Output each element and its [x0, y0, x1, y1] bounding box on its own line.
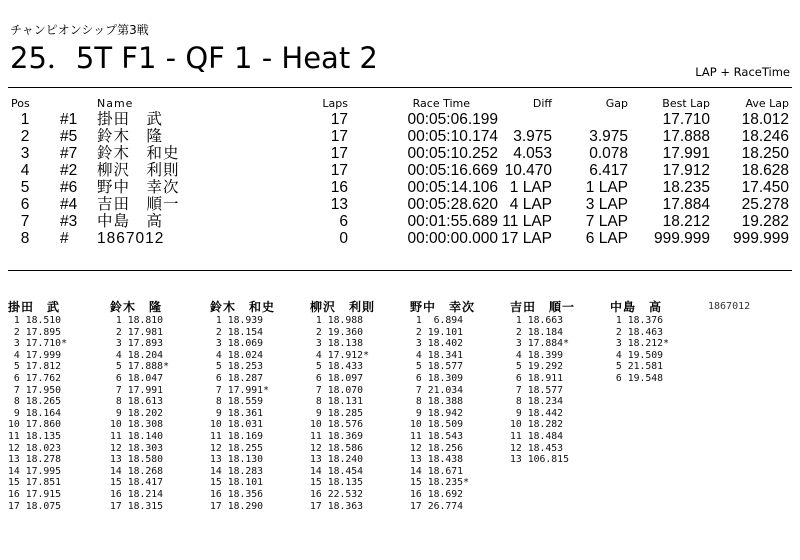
result-laps: 6 — [339, 213, 348, 230]
lap-time-entry: 2 19.360 — [310, 326, 364, 338]
lap-time-entry: 7 18.070 — [310, 384, 364, 396]
result-row — [0, 196, 800, 213]
result-gap: 6 LAP — [585, 230, 628, 247]
lap-column — [708, 299, 750, 315]
col-race-time: Race Time — [412, 97, 470, 110]
result-best-lap: 18.235 — [662, 179, 710, 196]
lap-time-entry: 4 17.999 — [8, 349, 62, 361]
lap-time-entry: 6 18.309 — [410, 372, 464, 384]
lap-time-entry: 16 18.356 — [210, 488, 264, 500]
lap-time-entry: 17 18.290 — [210, 500, 264, 512]
result-gap: 7 LAP — [585, 213, 628, 230]
lap-time-entry: 1 18.510 — [8, 315, 62, 326]
lap-time-entry: 12 18.023 — [8, 442, 62, 454]
result-car-number: #7 — [60, 145, 78, 162]
lap-time-entry: 5 17.888* — [110, 361, 169, 373]
lap-time-entry: 8 18.265 — [8, 396, 62, 408]
result-laps: 17 — [330, 145, 348, 162]
lap-time-entry: 9 18.442 — [510, 407, 564, 419]
lap-time-entry: 12 18.255 — [210, 442, 264, 454]
result-driver-name: 中島 高 — [97, 213, 164, 230]
lap-time-entry: 11 18.140 — [110, 430, 164, 442]
result-ave-lap: 999.999 — [732, 230, 789, 247]
lap-time-entry: 5 18.253 — [210, 361, 264, 373]
col-laps: Laps — [322, 97, 348, 110]
lap-time-entry: 4 18.204 — [110, 349, 164, 361]
lap-time-entry: 10 18.282 — [510, 419, 564, 431]
lap-time-entry: 5 18.433 — [310, 361, 364, 373]
lap-time-entry: 2 18.463 — [610, 326, 664, 338]
result-gap: 6.417 — [589, 162, 628, 179]
result-diff: 1 LAP — [509, 179, 552, 196]
lap-time-entry: 9 18.202 — [110, 407, 164, 419]
result-ave-lap: 18.012 — [741, 111, 789, 128]
top-divider — [8, 87, 792, 88]
lap-column — [8, 299, 67, 512]
lap-time-entry: 10 18.576 — [310, 419, 364, 431]
result-race-time: 00:05:10.252 — [407, 145, 498, 162]
result-car-number: #4 — [60, 196, 78, 213]
lap-time-entry: 15 18.235* — [410, 477, 469, 489]
result-ave-lap: 18.628 — [741, 162, 789, 179]
lap-time-entry: 2 18.184 — [510, 326, 564, 338]
result-best-lap: 17.888 — [662, 128, 710, 145]
result-diff: 3.975 — [513, 128, 552, 145]
col-pos: Pos — [11, 97, 30, 110]
result-driver-name: 鈴木 和史 — [97, 145, 180, 162]
lap-column — [610, 299, 669, 385]
result-gap: 0.078 — [589, 145, 628, 162]
lap-time-entry: 11 18.484 — [510, 430, 564, 442]
lap-time-entry: 3 18.402 — [410, 338, 464, 350]
col-gap: Gap — [605, 97, 628, 110]
result-row — [0, 179, 800, 196]
mode-label: LAP + RaceTime — [695, 65, 790, 79]
result-gap: 3 LAP — [585, 196, 628, 213]
lap-time-entry: 15 18.101 — [210, 477, 264, 489]
result-driver-name: 掛田 武 — [97, 111, 164, 128]
lap-time-entry: 2 17.981 — [110, 326, 164, 338]
lap-time-entry: 10 17.860 — [8, 419, 62, 431]
result-row — [0, 162, 800, 179]
result-driver-name: 野中 幸次 — [97, 179, 180, 196]
lap-time-entry: 4 18.024 — [210, 349, 264, 361]
lap-column — [210, 299, 275, 512]
lap-time-entry: 3 18.212* — [610, 338, 669, 350]
event-subtitle: チャンピオンシップ第3戦 — [10, 23, 149, 37]
lap-column — [310, 299, 375, 512]
lap-time-entry: 11 18.135 — [8, 430, 62, 442]
lap-time-entry: 13 18.580 — [110, 454, 164, 466]
result-best-lap: 18.212 — [662, 213, 710, 230]
lap-time-entry: 8 18.613 — [110, 396, 164, 408]
lap-time-entry: 14 18.283 — [210, 465, 264, 477]
race-title: 25．5T F1 - QF 1 - Heat 2 — [10, 41, 378, 75]
lap-time-entry: 12 18.303 — [110, 442, 164, 454]
lap-time-entry: 15 18.135 — [310, 477, 364, 489]
result-car-number: #3 — [60, 213, 78, 230]
lap-time-entry: 17 26.774 — [410, 500, 464, 512]
lap-time-entry: 8 18.559 — [210, 396, 264, 408]
lap-time-entry: 16 18.692 — [410, 488, 464, 500]
result-best-lap: 17.710 — [662, 111, 710, 128]
lap-time-entry: 5 18.577 — [410, 361, 464, 373]
result-pos: 1 — [20, 111, 30, 128]
result-diff: 11 LAP — [502, 213, 552, 230]
lap-time-entry: 2 18.154 — [210, 326, 264, 338]
lap-time-entry: 15 17.851 — [8, 477, 62, 489]
lap-time-entry: 10 18.031 — [210, 419, 264, 431]
result-driver-name: 吉田 順一 — [97, 196, 180, 213]
lap-time-entry: 14 18.671 — [410, 465, 464, 477]
lap-column-driver: 鈴木 和史 — [210, 300, 276, 314]
lap-time-entry: 3 17.884* — [510, 338, 569, 350]
lap-column-driver: 中島 高 — [610, 300, 663, 314]
lap-time-entry: 10 18.308 — [110, 419, 164, 431]
result-pos: 8 — [20, 230, 30, 247]
lap-time-entry: 11 18.169 — [210, 430, 264, 442]
lap-time-entry: 2 19.101 — [410, 326, 464, 338]
result-laps: 13 — [330, 196, 348, 213]
result-car-number: #1 — [60, 111, 78, 128]
result-driver-name: 柳沢 利則 — [97, 162, 180, 179]
lap-time-entry: 7 17.991 — [110, 384, 164, 396]
results-table — [0, 96, 800, 247]
result-pos: 5 — [20, 179, 30, 196]
lap-time-entry: 7 18.577 — [510, 384, 564, 396]
lap-time-entry: 3 17.710* — [8, 338, 67, 350]
result-row — [0, 145, 800, 162]
result-race-time: 00:01:55.689 — [407, 213, 498, 230]
lap-column-driver: 柳沢 利則 — [310, 300, 376, 314]
lap-time-entry: 3 18.138 — [310, 338, 364, 350]
lap-time-entry: 6 18.287 — [210, 372, 264, 384]
col-ave-lap: Ave Lap — [745, 97, 789, 110]
result-best-lap: 999.999 — [653, 230, 710, 247]
result-ave-lap: 18.246 — [741, 128, 789, 145]
lap-time-entry: 6 18.911 — [510, 372, 564, 384]
lap-time-entry: 9 18.942 — [410, 407, 464, 419]
result-gap: 3.975 — [589, 128, 628, 145]
lap-column — [510, 299, 575, 466]
results-header — [0, 96, 800, 111]
lap-time-entry: 17 18.315 — [110, 500, 164, 512]
lap-time-entry: 14 18.268 — [110, 465, 164, 477]
lap-time-entry: 9 18.285 — [310, 407, 364, 419]
lap-time-entry: 11 18.369 — [310, 430, 364, 442]
lap-time-entry: 6 18.097 — [310, 372, 364, 384]
col-diff: Diff — [532, 97, 552, 110]
result-race-time: 00:05:06.199 — [407, 111, 498, 128]
result-pos: 3 — [20, 145, 30, 162]
lap-time-entry: 14 17.995 — [8, 465, 62, 477]
lap-time-entry: 5 17.812 — [8, 361, 62, 373]
lap-column-driver: 掛田 武 — [8, 300, 61, 314]
result-row — [0, 213, 800, 230]
lap-time-entry: 12 18.586 — [310, 442, 364, 454]
lap-time-entry: 3 17.893 — [110, 338, 164, 350]
result-laps: 16 — [330, 179, 348, 196]
result-pos: 6 — [20, 196, 30, 213]
lap-time-entry: 16 17.915 — [8, 488, 62, 500]
lap-time-entry: 9 18.361 — [210, 407, 264, 419]
result-row — [0, 230, 800, 247]
lap-time-entry: 4 18.341 — [410, 349, 464, 361]
result-laps: 0 — [339, 230, 348, 247]
result-race-time: 00:00:00.000 — [407, 230, 498, 247]
lap-time-entry: 2 17.895 — [8, 326, 62, 338]
lap-time-entry: 10 18.509 — [410, 419, 464, 431]
lap-time-entry: 12 18.453 — [510, 442, 564, 454]
lap-column — [110, 299, 169, 512]
result-race-time: 00:05:28.620 — [407, 196, 498, 213]
col-name: Name — [97, 97, 134, 110]
lap-time-entry: 7 17.991* — [210, 384, 269, 396]
lap-time-entry: 1 18.663 — [510, 315, 564, 326]
result-diff: 17 LAP — [501, 230, 552, 247]
result-diff: 4.053 — [513, 145, 552, 162]
lap-column — [410, 299, 475, 512]
lap-time-entry: 5 19.292 — [510, 361, 564, 373]
result-diff: 10.470 — [504, 162, 552, 179]
result-car-number: #5 — [60, 128, 78, 145]
result-ave-lap: 19.282 — [741, 213, 789, 230]
lap-time-entry: 13 18.130 — [210, 454, 264, 466]
result-race-time: 00:05:10.174 — [407, 128, 498, 145]
result-car-number: #2 — [60, 162, 78, 179]
result-row — [0, 111, 800, 128]
lap-time-entry: 3 18.069 — [210, 338, 264, 350]
result-best-lap: 17.912 — [662, 162, 710, 179]
result-ave-lap: 17.450 — [741, 179, 789, 196]
result-ave-lap: 18.250 — [741, 145, 789, 162]
lap-time-entry: 6 18.047 — [110, 372, 164, 384]
lap-time-entry: 7 17.950 — [8, 384, 62, 396]
result-laps: 17 — [330, 162, 348, 179]
result-car-number: # — [60, 230, 69, 247]
result-pos: 2 — [20, 128, 30, 145]
lap-time-entry: 7 21.034 — [410, 384, 464, 396]
result-diff: 4 LAP — [509, 196, 552, 213]
lap-time-entry: 16 22.532 — [310, 488, 364, 500]
lap-column-driver: 吉田 順一 — [510, 300, 576, 314]
result-pos: 7 — [20, 213, 30, 230]
lap-time-entry: 1 18.988 — [310, 315, 364, 326]
lap-time-entry: 6 17.762 — [8, 372, 62, 384]
lap-time-entry: 15 18.417 — [110, 477, 164, 489]
lap-time-entry: 4 17.912* — [310, 349, 369, 361]
lap-time-entry: 13 18.278 — [8, 454, 62, 466]
lap-column-driver: 野中 幸次 — [410, 300, 476, 314]
lap-time-entry: 17 18.075 — [8, 500, 62, 512]
lap-time-entry: 14 18.454 — [310, 465, 364, 477]
result-row — [0, 128, 800, 145]
lap-time-entry: 1 18.376 — [610, 315, 664, 326]
result-car-number: #6 — [60, 179, 78, 196]
result-driver-name: 鈴木 隆 — [97, 128, 164, 145]
lap-time-entry: 8 18.234 — [510, 396, 564, 408]
lap-time-entry: 6 19.548 — [610, 372, 664, 384]
lap-time-entry: 8 18.131 — [310, 396, 364, 408]
lap-time-entry: 4 19.509 — [610, 349, 664, 361]
lap-time-entry: 13 18.438 — [410, 454, 464, 466]
result-race-time: 00:05:16.669 — [407, 162, 498, 179]
lap-time-entry: 1 18.810 — [110, 315, 164, 326]
lap-column-driver: 鈴木 隆 — [110, 300, 163, 314]
result-race-time: 00:05:14.106 — [407, 179, 498, 196]
col-best-lap: Best Lap — [662, 97, 710, 110]
lap-time-entry: 13 18.240 — [310, 454, 364, 466]
bottom-divider — [8, 270, 792, 271]
lap-time-entry: 8 18.388 — [410, 396, 464, 408]
lap-time-entry: 16 18.214 — [110, 488, 164, 500]
lap-time-entry: 13 106.815 — [510, 454, 569, 466]
lap-time-entry: 5 21.581 — [610, 361, 664, 373]
result-laps: 17 — [330, 128, 348, 145]
result-best-lap: 17.884 — [662, 196, 710, 213]
result-driver-name: 1867012 — [97, 230, 165, 247]
result-best-lap: 17.991 — [662, 145, 710, 162]
lap-time-entry: 1 6.894 — [410, 315, 464, 326]
lap-time-entry: 1 18.939 — [210, 315, 264, 326]
result-gap: 1 LAP — [585, 179, 628, 196]
result-pos: 4 — [20, 162, 30, 179]
lap-time-entry: 11 18.543 — [410, 430, 464, 442]
result-laps: 17 — [330, 111, 348, 128]
result-ave-lap: 25.278 — [741, 196, 789, 213]
lap-time-entry: 4 18.399 — [510, 349, 564, 361]
lap-time-entry: 9 18.164 — [8, 407, 62, 419]
lap-time-entry: 12 18.256 — [410, 442, 464, 454]
lap-column-driver: 1867012 — [708, 301, 751, 312]
lap-time-entry: 17 18.363 — [310, 500, 364, 512]
